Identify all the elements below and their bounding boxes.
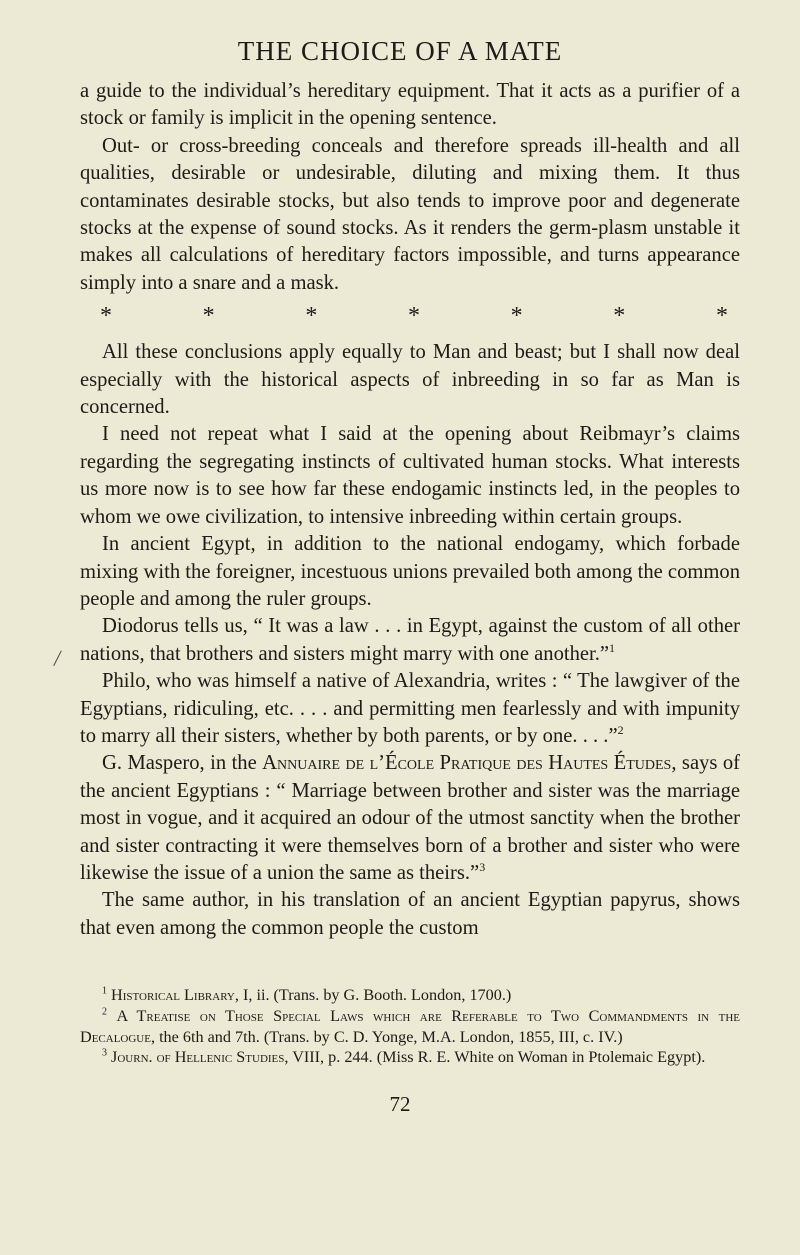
paragraph-2: Out- or cross-breeding conceals and therefore spreads ill-health and all qualities, desirable or undesirable, diluting and mixing them. It thus contaminates desirable stocks, but also tends to improve poor and degenerate stocks at the expense of sound stocks. As it renders the germ-plasm unstable it makes all calculations of hereditary factors impossible, and turns appearance simply into a snare and a mask.	[80, 134, 740, 294]
footnotes	[80, 985, 740, 1068]
footnote-ref-1: 1	[609, 640, 616, 655]
paragraph-4: I need not repeat what I said at the opening about Reibmayr’s claims regarding the segregating instincts of cultivated human stocks. What interests us more now is to see how far these endogamic instincts led, in the peoples to whom we owe civilization, to intensive inbreeding within certain groups.	[80, 423, 740, 528]
footnote-2	[80, 1006, 740, 1048]
paragraph-6	[80, 613, 740, 668]
paragraph-8-text-a: G. Maspero, in the	[102, 752, 263, 775]
section-break-stars	[80, 299, 740, 333]
star-6: *	[613, 303, 626, 330]
footnote-1	[80, 985, 740, 1006]
paragraph-1: a guide to the individual’s hereditary equipment. That it acts as a purifier of a stock or family is implicit in the opening sentence.	[80, 80, 740, 130]
paragraph-5: In ancient Egypt, in addition to the national endogamy, which forbade mixing with the foreigner, incestuous unions prevailed both among the common people and among the ruler groups.	[80, 533, 740, 610]
footnote-2-text: , the 6th and 7th. (Trans. by C. D. Yonge, M.A. London, 1855, III, c. IV.)	[150, 1027, 623, 1046]
paragraph-7-text: Philo, who was himself a native of Alexandria, writes : “ The lawgiver of the Egyptians, ridiculing, etc. . . . and permitting men fearlessly and with impunity to marry all their sisters, whether by both parents, or by one. . . .”	[80, 670, 740, 747]
paragraph-9: The same author, in his translation of an ancient Egyptian papyrus, shows that even among the common people the custom	[80, 889, 740, 939]
star-7: *	[715, 303, 728, 330]
footnote-1-title: Historical Library	[111, 986, 235, 1004]
paragraph-8-journal-title: Annuaire de l’École Pratique des Hautes Études	[262, 752, 672, 775]
paragraph-8	[80, 750, 740, 887]
footnote-3-title: Journ. of Hellenic Studies	[111, 1048, 285, 1067]
footnote-ref-3: 3	[479, 860, 486, 875]
footnote-2-title: A Treatise on Those Special Laws which are Referable to Two Commandments in the Decalogue	[80, 1006, 740, 1046]
footnote-3-number: 3	[102, 1048, 107, 1059]
star-5: *	[510, 303, 523, 330]
star-1: *	[100, 303, 112, 330]
footnote-1-text: , I, ii. (Trans. by G. Booth. London, 1700.)	[234, 986, 512, 1004]
star-2: *	[202, 303, 215, 330]
footnote-2-number: 2	[102, 1006, 107, 1018]
star-3: *	[305, 303, 318, 330]
paragraph-6-text: Diodorus tells us, “ It was a law . . . in Egypt, against the custom of all other nations, that brothers and sisters might marry with one another.”	[80, 615, 740, 665]
body-text	[80, 78, 740, 942]
paragraph-7	[80, 668, 740, 750]
paragraph-8-text-b: , says of the ancient Egyptians : “ Marriage between brother and sister was the marriage most in vogue, and it acquired an odour of the utmost sanctity when the brother and sister contracting it were themselves born of a brother and sister who were likewise the issue of a union the same as theirs.”	[80, 752, 740, 884]
page-number: 72	[389, 1092, 411, 1116]
star-4: *	[407, 303, 420, 330]
paragraph-3: All these conclusions apply equally to Man and beast; but I shall now deal especially with the historical aspects of inbreeding in so far as Man is concerned.	[80, 341, 740, 419]
footnote-3-text: , VIII, p. 244. (Miss R. E. White on Woman in Ptolemaic Egypt).	[284, 1048, 706, 1067]
footnote-ref-2: 2	[617, 723, 624, 738]
running-head: THE CHOICE OF A MATE	[237, 36, 563, 66]
footnote-3	[80, 1047, 740, 1068]
footnote-1-number: 1	[102, 985, 107, 997]
margin-pencil-mark: /	[52, 645, 63, 673]
